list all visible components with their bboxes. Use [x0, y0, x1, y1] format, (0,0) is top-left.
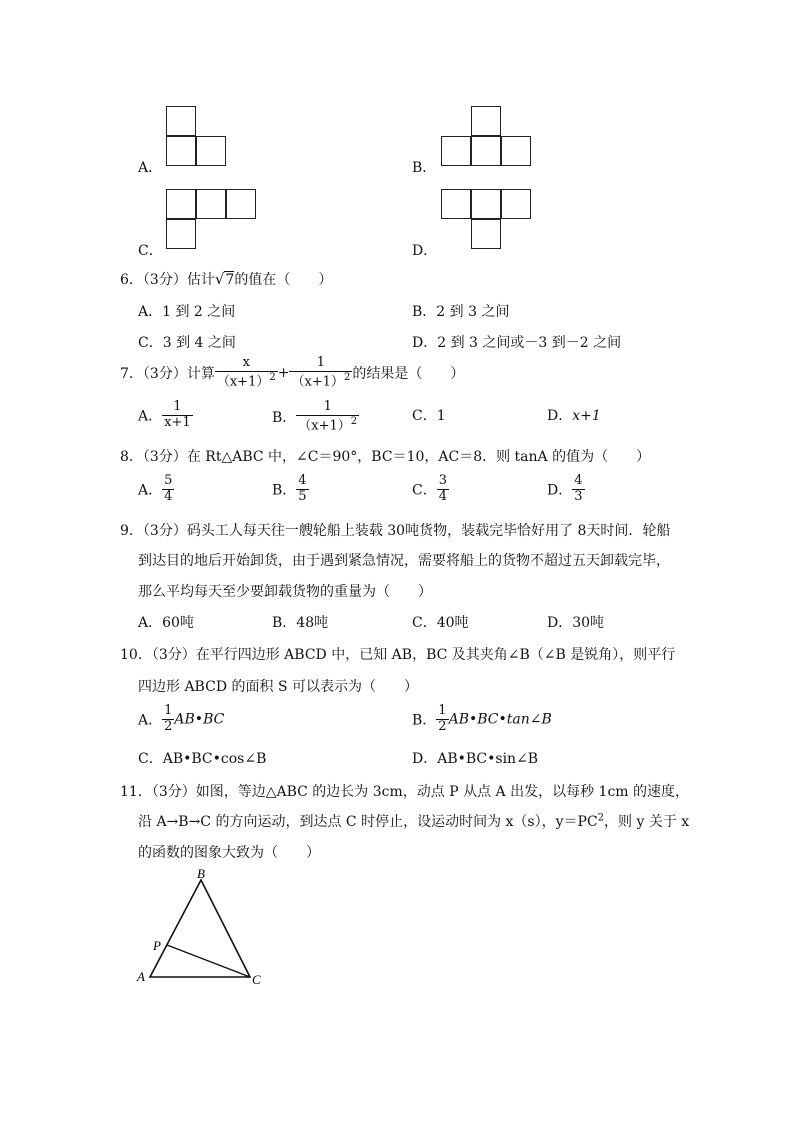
option-b: B． $\frac{1}{2}$ AB•BC•tan∠B — [412, 703, 552, 734]
net-square — [196, 136, 226, 166]
points: （3分） — [142, 366, 187, 383]
triangle-figure — [130, 865, 270, 990]
option-d: D．30吨 — [547, 615, 605, 631]
net-square — [441, 136, 471, 166]
option-c: C．1 — [412, 408, 446, 424]
q9-stem-line: 9．（3分）码头工人每天往一艘轮船上装载 30吨货物，装载完毕恰好用了 8天时间．轮船 — [120, 523, 671, 539]
net-square — [501, 136, 531, 166]
option-b: B． $\frac{1}{(x+1)^2}$ — [272, 399, 358, 434]
option-b: B． $\frac{4}{5}$ — [272, 473, 307, 504]
vertex-label-a: A — [137, 969, 145, 984]
option-c: C．3 到 4 之间 — [138, 335, 236, 351]
net-square — [501, 189, 531, 219]
net-square — [471, 219, 501, 249]
option-a: A． $\frac{1}{x+1}$ — [138, 399, 191, 430]
points: （3分） — [142, 272, 187, 288]
net-square — [441, 189, 471, 219]
option-a: A．60吨 — [138, 615, 194, 631]
vertex-label-c: C — [252, 972, 261, 987]
q10-stem-line: 10．（3分）在平行四边形 ABCD 中，已知 AB，BC 及其夹角∠B（∠B 是锐角），则平行 — [120, 647, 676, 663]
net-square — [166, 106, 196, 136]
option-label: B． — [412, 160, 437, 176]
question-number: 6． — [120, 272, 143, 288]
net-square — [471, 136, 501, 166]
fraction: $\frac{x}{(x+1)^2}$ — [216, 355, 276, 390]
net-square — [166, 219, 196, 249]
option-c: C．AB•BC•cos∠B — [138, 751, 267, 767]
option-label: D． — [412, 243, 438, 259]
q11-stem-line: 11．（3分）如图，等边△ABC 的边长为 3cm，动点 P 从点 A 出发，以每秒 1cm 的速度， — [120, 784, 690, 800]
stem-text: 计算 — [186, 366, 215, 383]
segment-pc — [167, 945, 250, 977]
option-a: A． $\frac{1}{2}$ AB•BC — [138, 703, 225, 734]
net-square — [166, 136, 196, 166]
net-square — [226, 189, 256, 219]
net-square — [166, 189, 196, 219]
option-b: B．48吨 — [272, 615, 329, 631]
vertex-label-b: B — [197, 866, 205, 881]
question-number: 7． — [120, 366, 143, 383]
option-d: D．x+1 — [547, 408, 601, 424]
option-b: B．2 到 3 之间 — [412, 304, 510, 320]
q9-stem-line: 那么平均每天至少要卸载货物的重量为（ ） — [138, 584, 432, 600]
point-label-p: P — [153, 938, 161, 953]
plus-sign: + — [277, 365, 290, 382]
option-c: C． $\frac{3}{4}$ — [412, 473, 447, 504]
option-c: C．40吨 — [412, 615, 469, 631]
stem-text: 的结果是（ ） — [352, 366, 465, 383]
q11-stem-line: 的函数的图象大致为（ ） — [138, 845, 320, 861]
q8-stem: 8．（3分）在 Rt△ABC 中，∠C＝90°，BC＝10，AC＝8．则 tanA 的值为（ ） — [120, 449, 651, 465]
radicand: 7 — [225, 272, 235, 288]
option-label: A． — [138, 160, 163, 176]
net-square — [471, 106, 501, 136]
option-d: D．AB•BC•sin∠B — [412, 751, 539, 767]
option-d: D． $\frac{4}{3}$ — [547, 473, 583, 504]
q7-stem — [120, 356, 464, 390]
stem-text: 的值在（ ） — [234, 272, 333, 288]
option-a: A． $\frac{5}{4}$ — [138, 473, 173, 504]
option-a: A．1 到 2 之间 — [138, 304, 236, 320]
stem-text: 估计 — [186, 272, 215, 288]
option-label: C． — [138, 243, 163, 259]
net-square — [196, 189, 226, 219]
option-d: D．2 到 3 之间或－3 到－2 之间 — [412, 335, 622, 351]
q10-stem-line: 四边形 ABCD 的面积 S 可以表示为（ ） — [138, 679, 418, 695]
fraction: $\frac{1}{(x+1)^2}$ — [291, 355, 351, 390]
net-square — [471, 189, 501, 219]
q6-stem: 6．（3分）估计√7的值在（ ） — [120, 270, 333, 288]
triangle-abc — [150, 880, 250, 977]
q9-stem-line: 到达目的地后开始卸货，由于遇到紧急情况，需要将船上的货物不超过五天卸载完毕， — [138, 553, 670, 569]
q11-stem-line: 沿 A→B→C 的方向运动，到达点 C 时停止，设运动时间为 x（s），$y=PC^2$，则 y 关于 x — [138, 812, 690, 830]
